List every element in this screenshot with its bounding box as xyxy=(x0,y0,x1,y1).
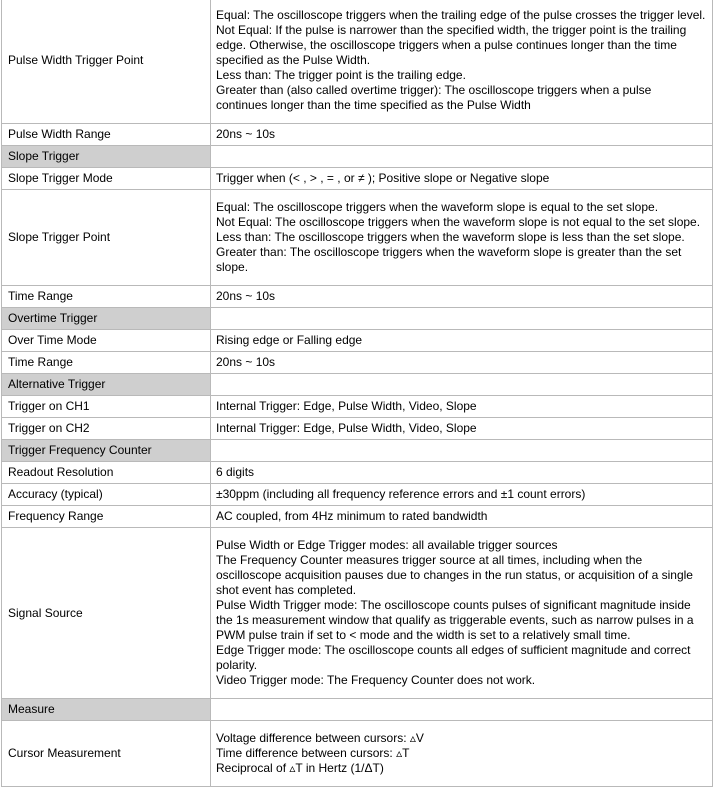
spec-value-line: 20ns ~ 10s xyxy=(216,127,276,141)
spec-row xyxy=(2,168,713,190)
spec-value-line: Pulse Width or Edge Trigger modes: all available trigger sources xyxy=(216,538,558,552)
spec-label: Trigger on CH1 xyxy=(2,396,211,418)
section-empty-cell xyxy=(211,146,713,168)
spec-value-line: 20ns ~ 10s xyxy=(216,289,276,303)
spec-value-line: Pulse Width Trigger mode: The oscilloscope counts pulses of significant magnitude inside the 1s measurement window that qualify as triggerable events, such as narrow pulses in a PWM pulse train if set to < mode and the width is set to a relatively small time. xyxy=(216,598,694,642)
section-title: Trigger Frequency Counter xyxy=(2,440,211,462)
spec-value xyxy=(211,0,713,124)
spec-value xyxy=(211,124,713,146)
spec-value-line: The Frequency Counter measures trigger source at all times, including when the oscilloscope acquisition pauses due to changes in the run status, or acquisition of a single shot event has completed. xyxy=(216,553,693,597)
spec-value xyxy=(211,330,713,352)
section-header-row xyxy=(2,146,713,168)
spec-label: Signal Source xyxy=(2,528,211,699)
spec-label: Time Range xyxy=(2,286,211,308)
spec-label: Cursor Measurement xyxy=(2,721,211,787)
spec-value-line: Equal: The oscilloscope triggers when the trailing edge of the pulse crosses the trigger level. xyxy=(216,8,706,22)
spec-label: Slope Trigger Point xyxy=(2,190,211,286)
section-header-row xyxy=(2,699,713,721)
spec-value-line: Not Equal: If the pulse is narrower than the specified width, the trigger point is the trailing edge. Otherwise, the oscilloscope triggers when a pulse continues longer than the time specified as the Pulse Width. xyxy=(216,23,687,67)
section-empty-cell xyxy=(211,699,713,721)
spec-value-line: Less than: The oscilloscope triggers when the waveform slope is less than the set slope. xyxy=(216,230,685,244)
spec-value xyxy=(211,396,713,418)
spec-row xyxy=(2,330,713,352)
spec-row xyxy=(2,396,713,418)
spec-value-line: Time difference between cursors: ▵T xyxy=(216,746,410,760)
spec-value-line: 6 digits xyxy=(216,465,255,479)
spec-value-line: Video Trigger mode: The Frequency Counter does not work. xyxy=(216,673,536,687)
section-header-row xyxy=(2,308,713,330)
spec-row xyxy=(2,124,713,146)
spec-row xyxy=(2,286,713,308)
section-title: Slope Trigger xyxy=(2,146,211,168)
section-title: Overtime Trigger xyxy=(2,308,211,330)
spec-label: Frequency Range xyxy=(2,506,211,528)
spec-value-line: Rising edge or Falling edge xyxy=(216,333,363,347)
spec-value xyxy=(211,168,713,190)
spec-row xyxy=(2,352,713,374)
spec-row xyxy=(2,418,713,440)
spec-value-line: ±30ppm (including all frequency reference errors and ±1 count errors) xyxy=(216,487,586,501)
spec-row xyxy=(2,484,713,506)
section-empty-cell xyxy=(211,374,713,396)
spec-value-line: Edge Trigger mode: The oscilloscope counts all edges of sufficient magnitude and correct polarity. xyxy=(216,643,691,672)
spec-label: Pulse Width Range xyxy=(2,124,211,146)
spec-value xyxy=(211,506,713,528)
spec-table-body xyxy=(2,0,713,787)
spec-label: Accuracy (typical) xyxy=(2,484,211,506)
spec-label: Trigger on CH2 xyxy=(2,418,211,440)
spec-value-line: Internal Trigger: Edge, Pulse Width, Video, Slope xyxy=(216,421,477,435)
spec-row xyxy=(2,462,713,484)
spec-label: Readout Resolution xyxy=(2,462,211,484)
spec-row xyxy=(2,190,713,286)
spec-label: Time Range xyxy=(2,352,211,374)
spec-value-line: Greater than: The oscilloscope triggers when the waveform slope is greater than the set slope. xyxy=(216,245,682,274)
spec-value xyxy=(211,484,713,506)
spec-value xyxy=(211,528,713,699)
section-title: Alternative Trigger xyxy=(2,374,211,396)
spec-value xyxy=(211,721,713,787)
spec-value-line: 20ns ~ 10s xyxy=(216,355,276,369)
spec-value xyxy=(211,462,713,484)
spec-value-line: Greater than (also called overtime trigger): The oscilloscope triggers when a pulse continues longer than the time specified as the Pulse Width xyxy=(216,83,652,112)
spec-value xyxy=(211,190,713,286)
spec-value-line: Equal: The oscilloscope triggers when the waveform slope is equal to the set slope. xyxy=(216,200,659,214)
section-title: Measure xyxy=(2,699,211,721)
spec-row xyxy=(2,0,713,124)
spec-value-line: Trigger when (< , > , = , or ≠ ); Positive slope or Negative slope xyxy=(216,171,550,185)
section-empty-cell xyxy=(211,308,713,330)
spec-value-line: AC coupled, from 4Hz minimum to rated bandwidth xyxy=(216,509,488,523)
spec-value-line: Internal Trigger: Edge, Pulse Width, Video, Slope xyxy=(216,399,477,413)
spec-value xyxy=(211,352,713,374)
section-header-row xyxy=(2,374,713,396)
spec-value xyxy=(211,286,713,308)
spec-label: Pulse Width Trigger Point xyxy=(2,0,211,124)
spec-row xyxy=(2,528,713,699)
spec-label: Slope Trigger Mode xyxy=(2,168,211,190)
spec-value-line: Voltage difference between cursors: ▵V xyxy=(216,731,424,745)
section-empty-cell xyxy=(211,440,713,462)
spec-value-line: Reciprocal of ▵T in Hertz (1/ΔT) xyxy=(216,761,384,775)
spec-value-line: Less than: The trigger point is the trailing edge. xyxy=(216,68,466,82)
spec-value xyxy=(211,418,713,440)
spec-row xyxy=(2,506,713,528)
spec-label: Over Time Mode xyxy=(2,330,211,352)
spec-value-line: Not Equal: The oscilloscope triggers when the waveform slope is not equal to the set slope. xyxy=(216,215,701,229)
spec-table xyxy=(1,0,713,787)
section-header-row xyxy=(2,440,713,462)
spec-row xyxy=(2,721,713,787)
